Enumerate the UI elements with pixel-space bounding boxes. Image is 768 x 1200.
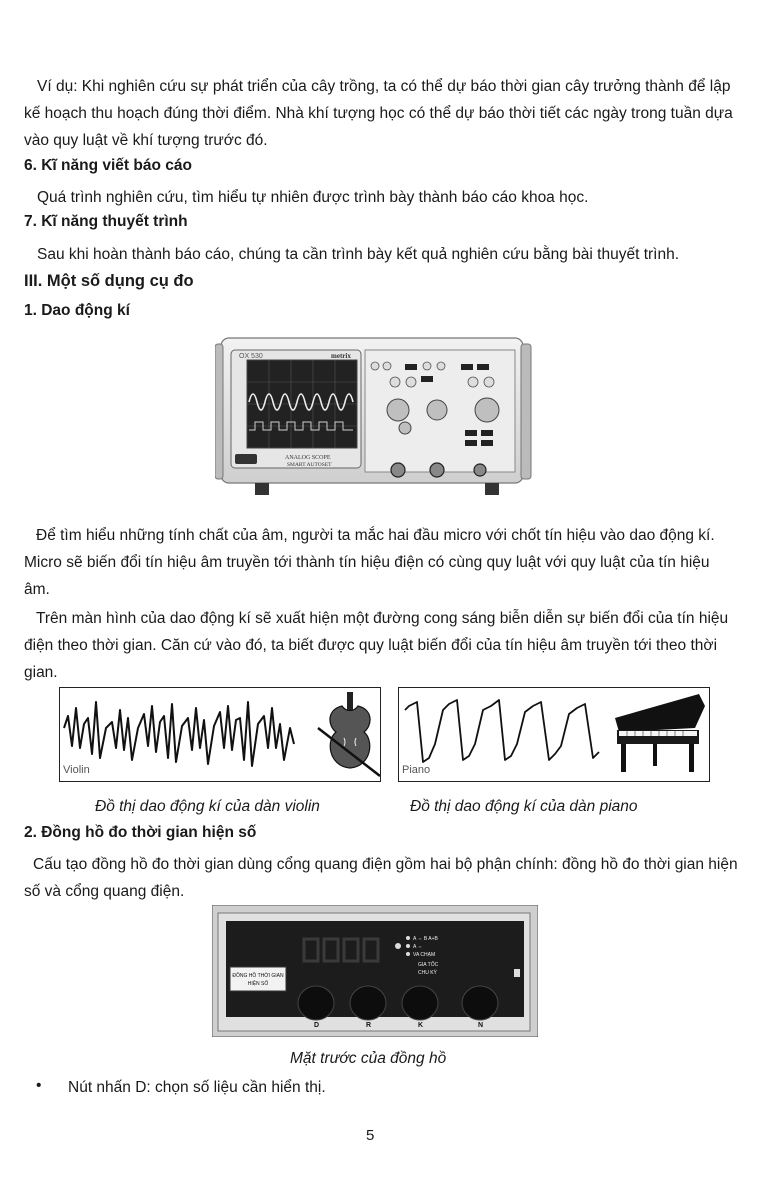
timer-mode-5: CHU KỲ	[418, 970, 437, 976]
oscilloscope-brand-label: metrix	[331, 352, 351, 360]
heading-6: 6. Kĩ năng viết báo cáo	[24, 157, 192, 174]
bullet-dot: •	[36, 1077, 42, 1094]
bullet-item-d-button: Nút nhấn D: chọn số liệu cần hiển thị.	[68, 1079, 326, 1096]
timer-button-r-label: R	[366, 1022, 372, 1029]
piano-icon	[615, 694, 705, 772]
piano-label: Piano	[402, 764, 431, 776]
caption-piano: Đồ thị dao động kí của dàn piano	[410, 798, 638, 815]
violin-label: Violin	[63, 764, 90, 776]
page-number: 5	[366, 1127, 375, 1144]
heading-7: 7. Kĩ năng thuyết trình	[24, 213, 188, 230]
timer-button-d-label: D	[314, 1022, 320, 1029]
timer-mode-4: GIA TỐC	[418, 962, 439, 968]
oscilloscope-panel-text-1: ANALOG SCOPE	[285, 455, 331, 461]
oscilloscope-image	[215, 330, 535, 508]
paragraph-timer: Cấu tạo đồng hồ đo thời gian dùng cổng quang điện gồm hai bộ phận chính: đồng hồ đo thời gian hiện số và cổng quang điện.	[24, 856, 738, 900]
paragraph-6: Quá trình nghiên cứu, tìm hiểu tự nhiên được trình bày thành báo cáo khoa học.	[37, 189, 589, 206]
heading-section-III: III. Một số dụng cụ đo	[24, 272, 194, 290]
timer-mode-3: VA CHẠM	[413, 952, 436, 958]
paragraph-oscilloscope-2: Trên màn hình của dao động kí sẽ xuất hiện một đường cong sáng biễn diễn sự biến đổi của tín hiệu điện theo thời gian. Căn cứ vào đó, ta biết được quy luật biến đổi của tín hiệu âm truyền tới theo thời gian.	[24, 610, 729, 681]
paragraph-example: Ví dụ: Khi nghiên cứu sự phát triển của cây trồng, ta có thể dự báo thời gian cây trưởng thành để lập kế hoạch thu hoạch đúng thời điểm. Nhà khí tượng học có thể dự báo thời tiết các ngày trong tuần dựa vào quy luật về khí tượng trước đó.	[24, 78, 733, 149]
violin-waveform-graph	[59, 687, 381, 782]
timer-button-n-label: N	[478, 1022, 484, 1029]
digital-timer-image	[212, 905, 538, 1037]
violin-icon	[318, 692, 380, 776]
piano-waveform-graph	[398, 687, 710, 782]
timer-label-line-2: HIỆN SỐ	[247, 981, 269, 987]
heading-digital-timer: 2. Đồng hồ đo thời gian hiện số	[24, 824, 257, 841]
heading-oscilloscope: 1. Dao động kí	[24, 302, 130, 319]
oscilloscope-model-label: OX 530	[239, 353, 263, 360]
timer-button-k-label: K	[418, 1022, 424, 1029]
timer-mode-1: A ⇔ B A+B	[413, 936, 438, 942]
oscilloscope-panel-text-2: SMART AUTOSET	[287, 462, 332, 468]
paragraph-7: Sau khi hoàn thành báo cáo, chúng ta cần trình bày kết quả nghiên cứu bằng bài thuyết trình.	[37, 246, 680, 263]
timer-mode-2: A ⇔	[413, 944, 423, 950]
caption-violin: Đồ thị dao động kí của dàn violin	[95, 798, 320, 815]
timer-label-line-1: ĐỒNG HỒ THỜI GIAN	[232, 973, 284, 979]
caption-timer: Mặt trước của đồng hồ	[290, 1050, 447, 1067]
paragraph-oscilloscope-1: Để tìm hiểu những tính chất của âm, người ta mắc hai đầu micro với chốt tín hiệu vào dao động kí. Micro sẽ biến đổi tín hiệu âm truyền tới thành tín hiệu điện có cùng quy luật với quy luật của tín hiệu âm.	[24, 527, 715, 598]
